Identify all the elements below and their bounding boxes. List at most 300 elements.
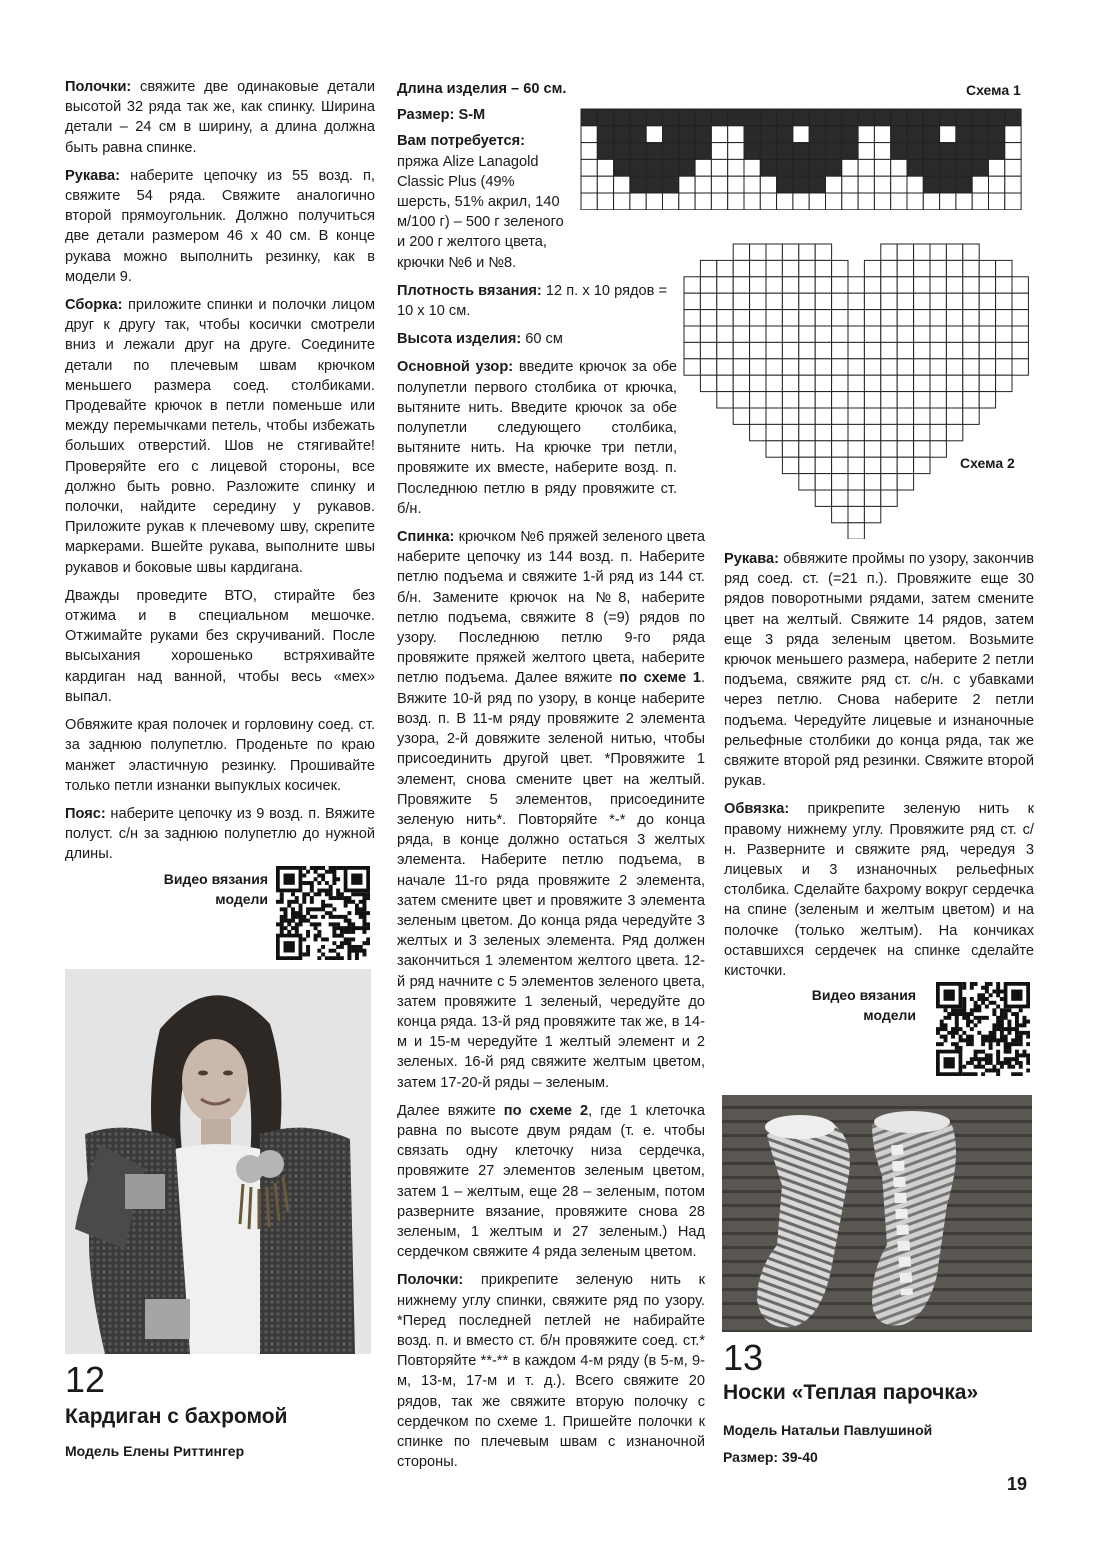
scheme-1-cell (760, 109, 776, 126)
scheme-2-cell (930, 342, 946, 358)
qr-module (951, 1035, 955, 1039)
qr-module (1022, 1031, 1026, 1035)
qr-module (329, 922, 333, 926)
qr-module (989, 982, 993, 986)
qr-code-icon[interactable] (276, 866, 370, 960)
qr-module (347, 941, 351, 945)
scheme-1-cell (923, 176, 939, 193)
qr-module (966, 1042, 970, 1046)
qr-module (329, 885, 333, 889)
scheme-1-cell (989, 143, 1005, 160)
scheme-2-cell (946, 310, 962, 326)
fronts-paragraph: Полочки: прикрепите зеленую нить к нижнему углу спинки, свяжите ряд по узору. *Перед последней петлей не набирайте возд. п. и вместо ст. б/н провяжите соед. ст.* Повторяйте **-** в каждом 4-м ряду (в 5-м, 9-м, 13-м, 17-м и т. д.). Всего свяжите 20 рядов, так же свяжите вторую полочку с сердечком по схеме 1. Пришейте полочки к спинке по плечевым швам с изнаночной стороны. (397, 1272, 705, 1471)
qr-module (977, 1005, 981, 1009)
qr-module (977, 1020, 981, 1024)
scheme-2-cell (832, 359, 848, 375)
scheme-2-cell (914, 277, 930, 293)
qr-module (347, 937, 351, 941)
scheme-2-cell (733, 293, 749, 309)
qr-module (284, 915, 288, 919)
scheme-2-cell (815, 310, 831, 326)
qr-module (332, 870, 336, 874)
scheme-2-cell (864, 408, 880, 424)
qr-module (989, 1038, 993, 1042)
scheme-2-cell (799, 441, 815, 457)
qr-module (340, 892, 344, 896)
paragraph-sleeves: Рукава: наберите цепочку из 55 возд. п, свяжите 54 ряда. Свяжите аналогично второй прямоугольник. Должно получиться две детали размером 46 х 40 см. В конце рукава можно выполнить резинку, как в модели 9. (65, 167, 375, 285)
scheme-2-cell (914, 457, 930, 473)
qr-module (977, 1065, 981, 1069)
qr-module (306, 892, 310, 896)
scheme-1-cell (874, 126, 890, 143)
qr-module (1000, 990, 1004, 994)
qr-module (985, 1057, 989, 1061)
scheme-1-cell (1005, 143, 1021, 160)
qr-module (996, 1072, 1000, 1076)
scheme-2-cell (717, 277, 733, 293)
scheme-2-cell (930, 375, 946, 391)
scheme-2-cell (815, 392, 831, 408)
qr-module (332, 956, 336, 960)
scheme-2-cell (832, 293, 848, 309)
scheme-1-cell (874, 109, 890, 126)
paragraph-fronts: Полочки: свяжите две одинаковые детали высотой 32 ряда так же, как спинку. Ширина детали – 24 см в ширину, а длина должна быть равна спинке. (65, 79, 375, 156)
qr-module (347, 952, 351, 956)
qr-module (362, 907, 366, 911)
qr-module (944, 1016, 948, 1020)
scheme-2-cell (848, 326, 864, 342)
qr-module (955, 1027, 959, 1031)
scheme-1-cell (826, 176, 842, 193)
qr-module (362, 896, 366, 900)
qr-module (1019, 1061, 1023, 1065)
scheme-2-cell (897, 392, 913, 408)
scheme-1-cell (858, 126, 874, 143)
qr-module (340, 896, 344, 900)
qr-module (329, 949, 333, 953)
qr-code-icon[interactable] (936, 982, 1030, 1076)
qr-module (981, 993, 985, 997)
qr-module (295, 911, 299, 915)
qr-module (347, 949, 351, 953)
scheme-2-cell (766, 293, 782, 309)
qr-module (1004, 1012, 1008, 1016)
qr-module (951, 1008, 955, 1012)
qr-module (1019, 1072, 1023, 1076)
scheme-1-cell (679, 159, 695, 176)
qr-module (351, 945, 355, 949)
qr-module (1026, 1031, 1030, 1035)
qr-module (284, 911, 288, 915)
scheme-2-cell (733, 260, 749, 276)
qr-module (985, 990, 989, 994)
scheme-1-cell (581, 193, 597, 210)
scheme-2-cell (782, 359, 798, 375)
scheme-1-cell (597, 109, 613, 126)
qr-module (1015, 1057, 1019, 1061)
scheme-2-cell (864, 310, 880, 326)
scheme-1-cell (744, 126, 760, 143)
scheme-1-cell (842, 109, 858, 126)
scheme-2-cell (963, 244, 979, 260)
qr-module (974, 1008, 978, 1012)
qr-module (302, 952, 306, 956)
qr-module (310, 885, 314, 889)
scheme-1-cell (858, 143, 874, 160)
scheme-2-cell (930, 260, 946, 276)
qr-module (280, 930, 284, 934)
qr-module (966, 1035, 970, 1039)
scheme-2-cell (782, 424, 798, 440)
scheme-2-cell (946, 326, 962, 342)
scheme-1-cell (614, 176, 630, 193)
scheme-1-cell (744, 176, 760, 193)
scheme-2-cell (766, 260, 782, 276)
qr-module (962, 1008, 966, 1012)
scheme-2-cell (914, 408, 930, 424)
qr-module (340, 926, 344, 930)
scheme-1-cell (646, 109, 662, 126)
qr-module (962, 997, 966, 1001)
scheme-1-cell (695, 143, 711, 160)
qr-module (325, 892, 329, 896)
scheme-2-cell (996, 326, 1012, 342)
qr-module (340, 945, 344, 949)
scheme-1-cell (923, 159, 939, 176)
qr-module (359, 945, 363, 949)
qr-module (977, 1050, 981, 1054)
qr-module (366, 941, 370, 945)
qr-module (280, 900, 284, 904)
scheme-1-cell (581, 143, 597, 160)
scheme-2-cell (782, 244, 798, 260)
scheme-2-cell (996, 293, 1012, 309)
height-paragraph: Высота изделия: 60 см (397, 331, 563, 348)
qr-module (299, 911, 303, 915)
qr-module (959, 1035, 963, 1039)
qr-module (295, 926, 299, 930)
scheme-2-cell (782, 310, 798, 326)
scheme-1-cell (777, 109, 793, 126)
qr-module (306, 911, 310, 915)
scheme-2-cell (799, 457, 815, 473)
qr-module (1000, 997, 1004, 1001)
scheme-2-cell (930, 408, 946, 424)
scheme-2-cell (766, 310, 782, 326)
qr-module (1007, 1027, 1011, 1031)
qr-module (329, 866, 333, 870)
scheme-1-cell (989, 126, 1005, 143)
qr-module (332, 926, 336, 930)
qr-module (996, 993, 1000, 997)
size-line: Размер: S-M (397, 107, 486, 124)
scheme-2-cell (930, 326, 946, 342)
qr-module (996, 1016, 1000, 1020)
qr-module (314, 934, 318, 938)
qr-module (355, 949, 359, 953)
qr-module (959, 1027, 963, 1031)
qr-module (347, 896, 351, 900)
density-paragraph: Плотность вязания: 12 п. х 10 рядов = 10 х 10 см. (397, 282, 667, 320)
scheme-2-cell (1012, 293, 1028, 309)
model-title-12: Кардиган с бахромой (65, 1405, 288, 1428)
qr-module (321, 877, 325, 881)
qr-module (955, 1012, 959, 1016)
qr-module (989, 1001, 993, 1005)
scheme-1-grid (580, 108, 1024, 210)
qr-module (1026, 1068, 1030, 1072)
qr-module (295, 922, 299, 926)
scheme-2-cell (1012, 326, 1028, 342)
scheme-1-cell (777, 176, 793, 193)
qr-finder-core (284, 874, 295, 885)
qr-module (287, 919, 291, 923)
scheme-2-cell (848, 474, 864, 490)
scheme-1-cell (809, 143, 825, 160)
qr-module (302, 874, 306, 878)
scheme-1-cell (907, 109, 923, 126)
scheme-2-cell (717, 293, 733, 309)
scheme-2-cell (864, 506, 880, 522)
scheme-2-cell (979, 392, 995, 408)
cardigan-photo (65, 969, 371, 1354)
qr-module (306, 945, 310, 949)
scheme-1-cell (858, 159, 874, 176)
qr-module (355, 945, 359, 949)
qr-module (366, 892, 370, 896)
qr-module (985, 1005, 989, 1009)
qr-module (1000, 1023, 1004, 1027)
qr-module (996, 1005, 1000, 1009)
qr-module (970, 986, 974, 990)
scheme-2-cell (815, 457, 831, 473)
scheme-2-cell (930, 392, 946, 408)
scheme-2-cell (684, 342, 700, 358)
qr-module (944, 1038, 948, 1042)
page-number: 19 (1006, 1474, 1027, 1494)
scheme-2-cell (864, 277, 880, 293)
scheme-2-cell (733, 277, 749, 293)
qr-module (310, 889, 314, 893)
scheme-2-cell (996, 260, 1012, 276)
qr-module (981, 1057, 985, 1061)
qr-module (332, 907, 336, 911)
qr-module (299, 904, 303, 908)
qr-module (996, 986, 1000, 990)
qr-module (936, 1027, 940, 1031)
qr-module (306, 949, 310, 953)
model-title-13: Носки «Теплая парочка» (723, 1381, 979, 1404)
scheme-2-cell (832, 457, 848, 473)
scheme-2-cell (684, 310, 700, 326)
qr-module (340, 866, 344, 870)
qr-module (966, 1023, 970, 1027)
scheme-2-cell (799, 244, 815, 260)
scheme-2-cell (914, 342, 930, 358)
scheme-2-cell (766, 326, 782, 342)
scheme-1-cell (760, 176, 776, 193)
qr-module (985, 997, 989, 1001)
scheme-1-cell (809, 176, 825, 193)
qr-module (302, 937, 306, 941)
qr-module (966, 1072, 970, 1076)
scheme-1-cell (809, 126, 825, 143)
qr-module (970, 982, 974, 986)
qr-module (314, 907, 318, 911)
qr-module (992, 1031, 996, 1035)
qr-module (989, 1035, 993, 1039)
qr-module (1011, 1012, 1015, 1016)
scheme-2-cell (1012, 342, 1028, 358)
scheme-1-cell (989, 159, 1005, 176)
qr-module (325, 870, 329, 874)
qr-module (355, 892, 359, 896)
model-size-13: Размер: 39-40 (723, 1449, 818, 1465)
scheme-2-cell (979, 342, 995, 358)
qr-module (970, 1035, 974, 1039)
scheme-2-cell (979, 310, 995, 326)
scheme-1-cell (793, 126, 809, 143)
scheme-2-cell (700, 375, 716, 391)
qr-module (1004, 1008, 1008, 1012)
scheme-2-cell (700, 326, 716, 342)
scheme-1-cell (1005, 159, 1021, 176)
qr-module (962, 986, 966, 990)
qr-module (355, 952, 359, 956)
qr-module (970, 1012, 974, 1016)
scheme-2-cell (766, 342, 782, 358)
qr-module (1019, 1065, 1023, 1069)
scheme-2-cell (864, 375, 880, 391)
scheme-1-cell (614, 193, 630, 210)
qr-module (344, 896, 348, 900)
qr-module (1000, 1020, 1004, 1024)
paragraph-belt: Пояс: наберите цепочку из 9 возд. п. Вяжите полуст. с/н за заднюю полупетлю до нужной длины. (65, 805, 375, 863)
scheme-2-cell (684, 277, 700, 293)
scheme-2-cell (963, 260, 979, 276)
qr-module (351, 949, 355, 953)
qr-module (359, 949, 363, 953)
qr-module (317, 949, 321, 953)
scheme-1-cell (907, 143, 923, 160)
scheme-2-cell (700, 342, 716, 358)
scheme-1-cell (907, 126, 923, 143)
scheme-2-cell (881, 392, 897, 408)
qr-module (347, 900, 351, 904)
qr-module (366, 937, 370, 941)
qr-module (962, 1016, 966, 1020)
qr-module (1019, 1053, 1023, 1057)
scheme-1-cell (614, 126, 630, 143)
qr-module (1000, 1027, 1004, 1031)
qr-module (996, 982, 1000, 986)
qr-module (962, 1005, 966, 1009)
qr-finder-core (944, 990, 955, 1001)
qr-module (344, 941, 348, 945)
qr-module (1011, 1065, 1015, 1069)
qr-module (1026, 1042, 1030, 1046)
qr-module (336, 889, 340, 893)
scheme-2-cell (881, 457, 897, 473)
qr-module (280, 919, 284, 923)
qr-module (996, 1068, 1000, 1072)
qr-module (1004, 1035, 1008, 1039)
scheme-1-cell (858, 176, 874, 193)
scheme-2-cell (832, 392, 848, 408)
qr-module (981, 1072, 985, 1076)
qr-module (344, 937, 348, 941)
scheme-2-cell (897, 244, 913, 260)
scheme-2-cell (832, 474, 848, 490)
scheme-2-cell (881, 326, 897, 342)
qr-module (329, 915, 333, 919)
qr-module (355, 904, 359, 908)
qr-module (291, 892, 295, 896)
qr-module (1019, 1023, 1023, 1027)
qr-module (1022, 1050, 1026, 1054)
scheme-2-cell (996, 342, 1012, 358)
scheme-2-cell (897, 474, 913, 490)
qr-module (355, 926, 359, 930)
qr-module (284, 926, 288, 930)
qr-module (940, 1020, 944, 1024)
qr-module (1004, 1042, 1008, 1046)
qr-module (291, 926, 295, 930)
qr-module (955, 1046, 959, 1050)
qr-module (989, 1031, 993, 1035)
scheme-1-cell (923, 126, 939, 143)
scheme-2-cell (750, 375, 766, 391)
scheme-2-cell (815, 326, 831, 342)
qr-module (347, 930, 351, 934)
qr-module (970, 1027, 974, 1031)
scheme-1-cell (760, 159, 776, 176)
qr-module (336, 934, 340, 938)
video-caption-13: Видео вязания модели (811, 987, 916, 1023)
qr-module (306, 919, 310, 923)
scheme-2-cell (864, 326, 880, 342)
scheme-2-cell (700, 277, 716, 293)
scheme-2-cell (864, 474, 880, 490)
qr-module (989, 1046, 993, 1050)
qr-module (299, 907, 303, 911)
scheme-2-cell (750, 359, 766, 375)
qr-module (981, 1050, 985, 1054)
scheme-1-cell (940, 109, 956, 126)
scheme-2-cell (815, 441, 831, 457)
scheme-2-cell (864, 342, 880, 358)
scheme-1-cell (793, 159, 809, 176)
scheme-2-cell (914, 359, 930, 375)
qr-module (1022, 1016, 1026, 1020)
scheme-2-cell (684, 326, 700, 342)
scheme-2-cell (750, 392, 766, 408)
qr-module (1015, 1038, 1019, 1042)
qr-module (306, 907, 310, 911)
scheme-1-cell (793, 193, 809, 210)
scheme-1-cell (630, 109, 646, 126)
scheme-1-cell (695, 126, 711, 143)
qr-module (351, 937, 355, 941)
scheme-2-cell (832, 424, 848, 440)
qr-module (336, 922, 340, 926)
scheme-2-cell (782, 293, 798, 309)
qr-module (366, 922, 370, 926)
qr-module (1000, 1065, 1004, 1069)
scheme-1-cell (581, 126, 597, 143)
qr-module (336, 926, 340, 930)
qr-module (317, 934, 321, 938)
